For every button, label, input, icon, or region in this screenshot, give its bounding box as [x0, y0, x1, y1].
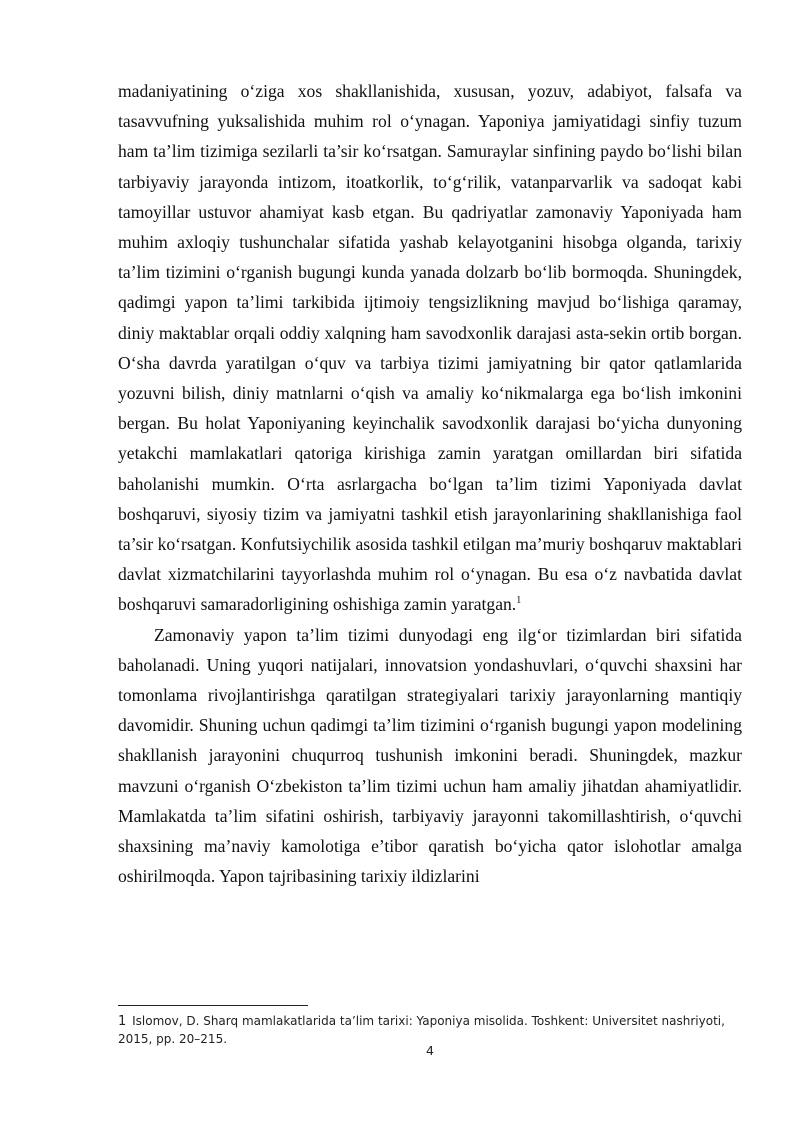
footnote-number: 1: [118, 1014, 127, 1029]
footnote-text: Islomov, D. Sharq mamlakatlarida ta’lim tarixi: Yaponiya misolida. Toshkent: Universitet nashriyoti, 2015, pp. 20–215.: [118, 1014, 725, 1046]
body-paragraph-2: [118, 620, 742, 892]
paragraph-2-text: Zamonaviy yapon ta’lim tizimi dunyodagi eng ilg‘or tizimlardan biri sifatida baholanadi. Uning yuqori natijalari, innovatsion yondashuvlari, o‘quvchi shaxsini har tomonlama rivojlantirishga qaratilgan strategiyalari tarixiy jarayonlarning mantiqiy davomidir. Shuning uchun qadimgi ta’lim tizimini o‘rganish bugungi yapon modelining shakllanish jarayonini chuqurroq tushunish imkonini beradi. Shuningdek, mazkur mavzuni o‘rganish O‘zbekiston ta’lim tizimi uchun ham amaliy jihatdan ahamiyatlidir. Mamlakatda ta’lim sifatini oshirish, tarbiyaviy jarayonni takomillashtirish, o‘quvchi shaxsining ma’naviy kamolotiga e’tibor qaratish bo‘yicha qator islohotlar amalga oshirilmoqda. Yapon tajribasining tarixiy ildizlarini: [118, 624, 742, 887]
footnote-reference[interactable]: 1: [516, 595, 522, 607]
paragraph-1-text: madaniyatining o‘ziga xos shakllanishida, xususan, yozuv, adabiyot, falsafa va tasavvufning yuksalishida muhim rol o‘ynagan. Yaponiya jamiyatidagi sinfiy tuzum ham ta’lim tizimiga sezilarli ta’sir ko‘rsatgan. Samuraylar sinfining paydo bo‘lishi bilan tarbiyaviy jarayonda intizom, itoatkorlik, to‘g‘rilik, vatanparvarlik va sadoqat kabi tamoyillar ustuvor ahamiyat kasb etgan. Bu qadriyatlar zamonaviy Yaponiyada ham muhim axloqiy tushunchalar sifatida yashab kelayotganini hisobga olganda, tarixiy ta’lim tizimini o‘rganish bugungi kunda yanada dolzarb bo‘lib bormoqda. Shuningdek, qadimgi yapon ta’limi tarkibida ijtimoiy tengsizlikning mavjud bo‘lishiga qaramay, diniy maktablar orqali oddiy xalqning ham savodxonlik darajasi asta-sekin ortib borgan. O‘sha davrda yaratilgan o‘quv va tarbiya tizimi jamiyatning bir qator qatlamlarida yozuvni bilish, diniy matnlarni o‘qish va amaliy ko‘nikmalarga ega bo‘lish imkonini bergan. Bu holat Yaponiyaning keyinchalik savodxonlik darajasi bo‘yicha dunyoning yetakchi mamlakatlari qatoriga kirishiga zamin yaratgan omillardan biri sifatida baholanishi mumkin. O‘rta asrlargacha bo‘lgan ta’lim tizimi Yaponiyada davlat boshqaruvi, siyosiy tizim va jamiyatni tashkil etish jarayonlarining shakllanishiga faol ta’sir ko‘rsatgan. Konfutsiychilik asosida tashkil etilgan ma’muriy boshqaruv maktablari davlat xizmatchilarini tayyorlashda muhim rol o‘ynagan. Bu esa o‘z navbatida davlat boshqaruvi samaradorligining oshishiga zamin yaratgan.: [118, 81, 742, 615]
page-body: [118, 76, 742, 891]
page-number: 4: [426, 1043, 434, 1058]
footnote-separator: [118, 1005, 308, 1006]
footnote: [118, 1013, 742, 1047]
body-paragraph-1: [118, 76, 742, 620]
